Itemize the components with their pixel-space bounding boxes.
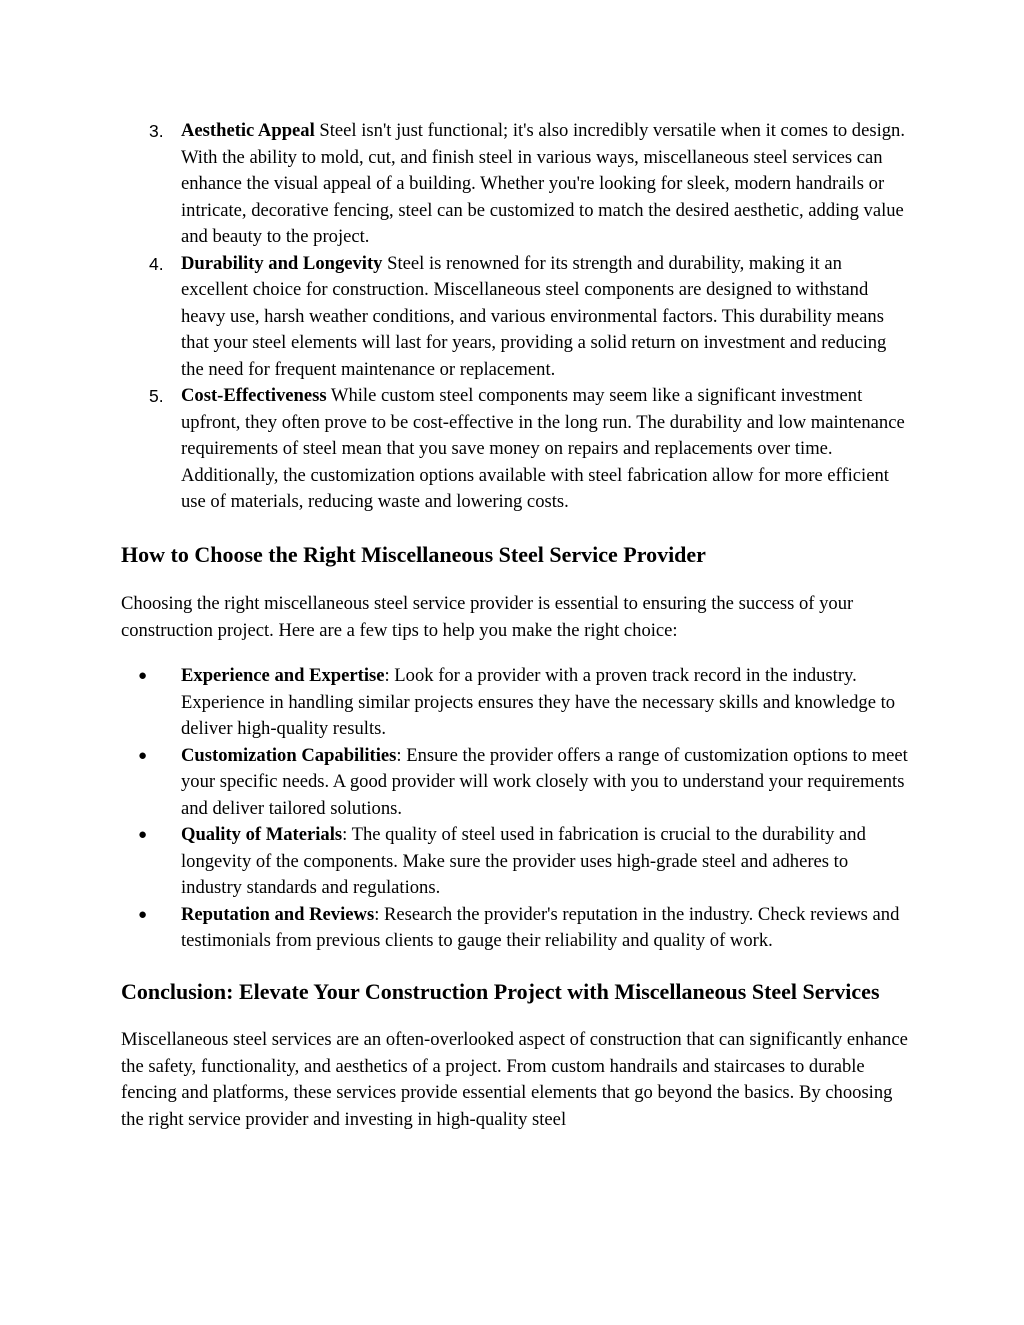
- page-content: [121, 118, 911, 1133]
- benefit-text: While custom steel components may seem like a significant investment upfront, they often prove to be cost-effective in the long run. The durability and low maintenance requirements of steel mean that you save money on repairs and replacements over time. Additionally, the customization options available with steel fabrication allow for more efficient use of materials, reducing waste and lowering costs.: [181, 385, 905, 512]
- tip-text: : Research the provider's reputation in the industry. Check reviews and testimonials from previous clients to gauge their reliability and quality of work.: [181, 903, 900, 951]
- tip-text: : The quality of steel used in fabrication is crucial to the durability and longevity of the components. Make sure the provider uses high-grade steel and adheres to industry standards and regulations.: [181, 824, 866, 898]
- benefit-item: [121, 251, 911, 384]
- tip-title: Reputation and Reviews: [181, 903, 375, 925]
- benefit-item: [121, 118, 911, 251]
- tip-item: [121, 743, 911, 823]
- list-number: 3.: [149, 121, 164, 141]
- benefit-text: Steel isn't just functional; it's also incredibly versatile when it comes to design. With the ability to mold, cut, and finish steel in various ways, miscellaneous steel services can enhance the visual appeal of a building. Whether you're looking for sleek, modern handrails or intricate, decorative fencing, steel can be customized to match the desired aesthetic, adding value and beauty to the project.: [181, 120, 905, 247]
- benefit-title: Aesthetic Appeal: [181, 120, 315, 141]
- benefit-title: Cost-Effectiveness: [181, 385, 327, 406]
- choose-intro: Choosing the right miscellaneous steel service provider is essential to ensuring the success of your construction project. Here are a few tips to help you make the right choice:: [121, 593, 854, 641]
- conclusion-text: Miscellaneous steel services are an often-overlooked aspect of construction that can significantly enhance the safety, functionality, and aesthetics of a project. From custom handrails and staircases to durable fencing and platforms, these services provide essential elements that go beyond the basics. By choosing the right service provider and investing in high-quality steel: [121, 1029, 908, 1130]
- benefit-title: Durability and Longevity: [181, 252, 383, 274]
- list-number: 4.: [149, 253, 164, 274]
- bullet-icon: ●: [138, 826, 148, 843]
- conclusion-heading: Conclusion: Elevate Your Construction Project with Miscellaneous Steel Services: [121, 978, 880, 1004]
- tip-text: : Look for a provider with a proven track record in the industry. Experience in handling similar projects ensures they have the necessary skills and knowledge to deliver high-quality results.: [181, 665, 896, 739]
- list-number: 5.: [149, 386, 164, 406]
- tip-item: [121, 822, 911, 902]
- benefit-text: Steel is renowned for its strength and durability, making it an excellent choice for construction. Miscellaneous steel components are designed to withstand heavy use, harsh weather conditions, and various environmental factors. This durability means that your steel elements will last for years, providing a solid return on investment and reducing the need for frequent maintenance or replacement.: [181, 252, 887, 380]
- tip-title: Experience and Expertise: [181, 665, 385, 686]
- tip-item: [121, 902, 911, 955]
- tips-list: [121, 663, 911, 955]
- bullet-icon: ●: [138, 905, 148, 923]
- choose-heading: How to Choose the Right Miscellaneous Steel Service Provider: [121, 541, 706, 567]
- tip-title: Customization Capabilities: [181, 744, 397, 766]
- tip-title: Quality of Materials: [181, 824, 343, 845]
- tip-text: : Ensure the provider offers a range of customization options to meet your specific needs. A good provider will work closely with you to understand your requirements and deliver tailored solutions.: [181, 744, 908, 819]
- benefits-list: [121, 118, 911, 516]
- bullet-icon: ●: [138, 667, 148, 684]
- benefit-item: [121, 383, 911, 516]
- tip-item: [121, 663, 911, 743]
- bullet-icon: ●: [138, 746, 148, 764]
